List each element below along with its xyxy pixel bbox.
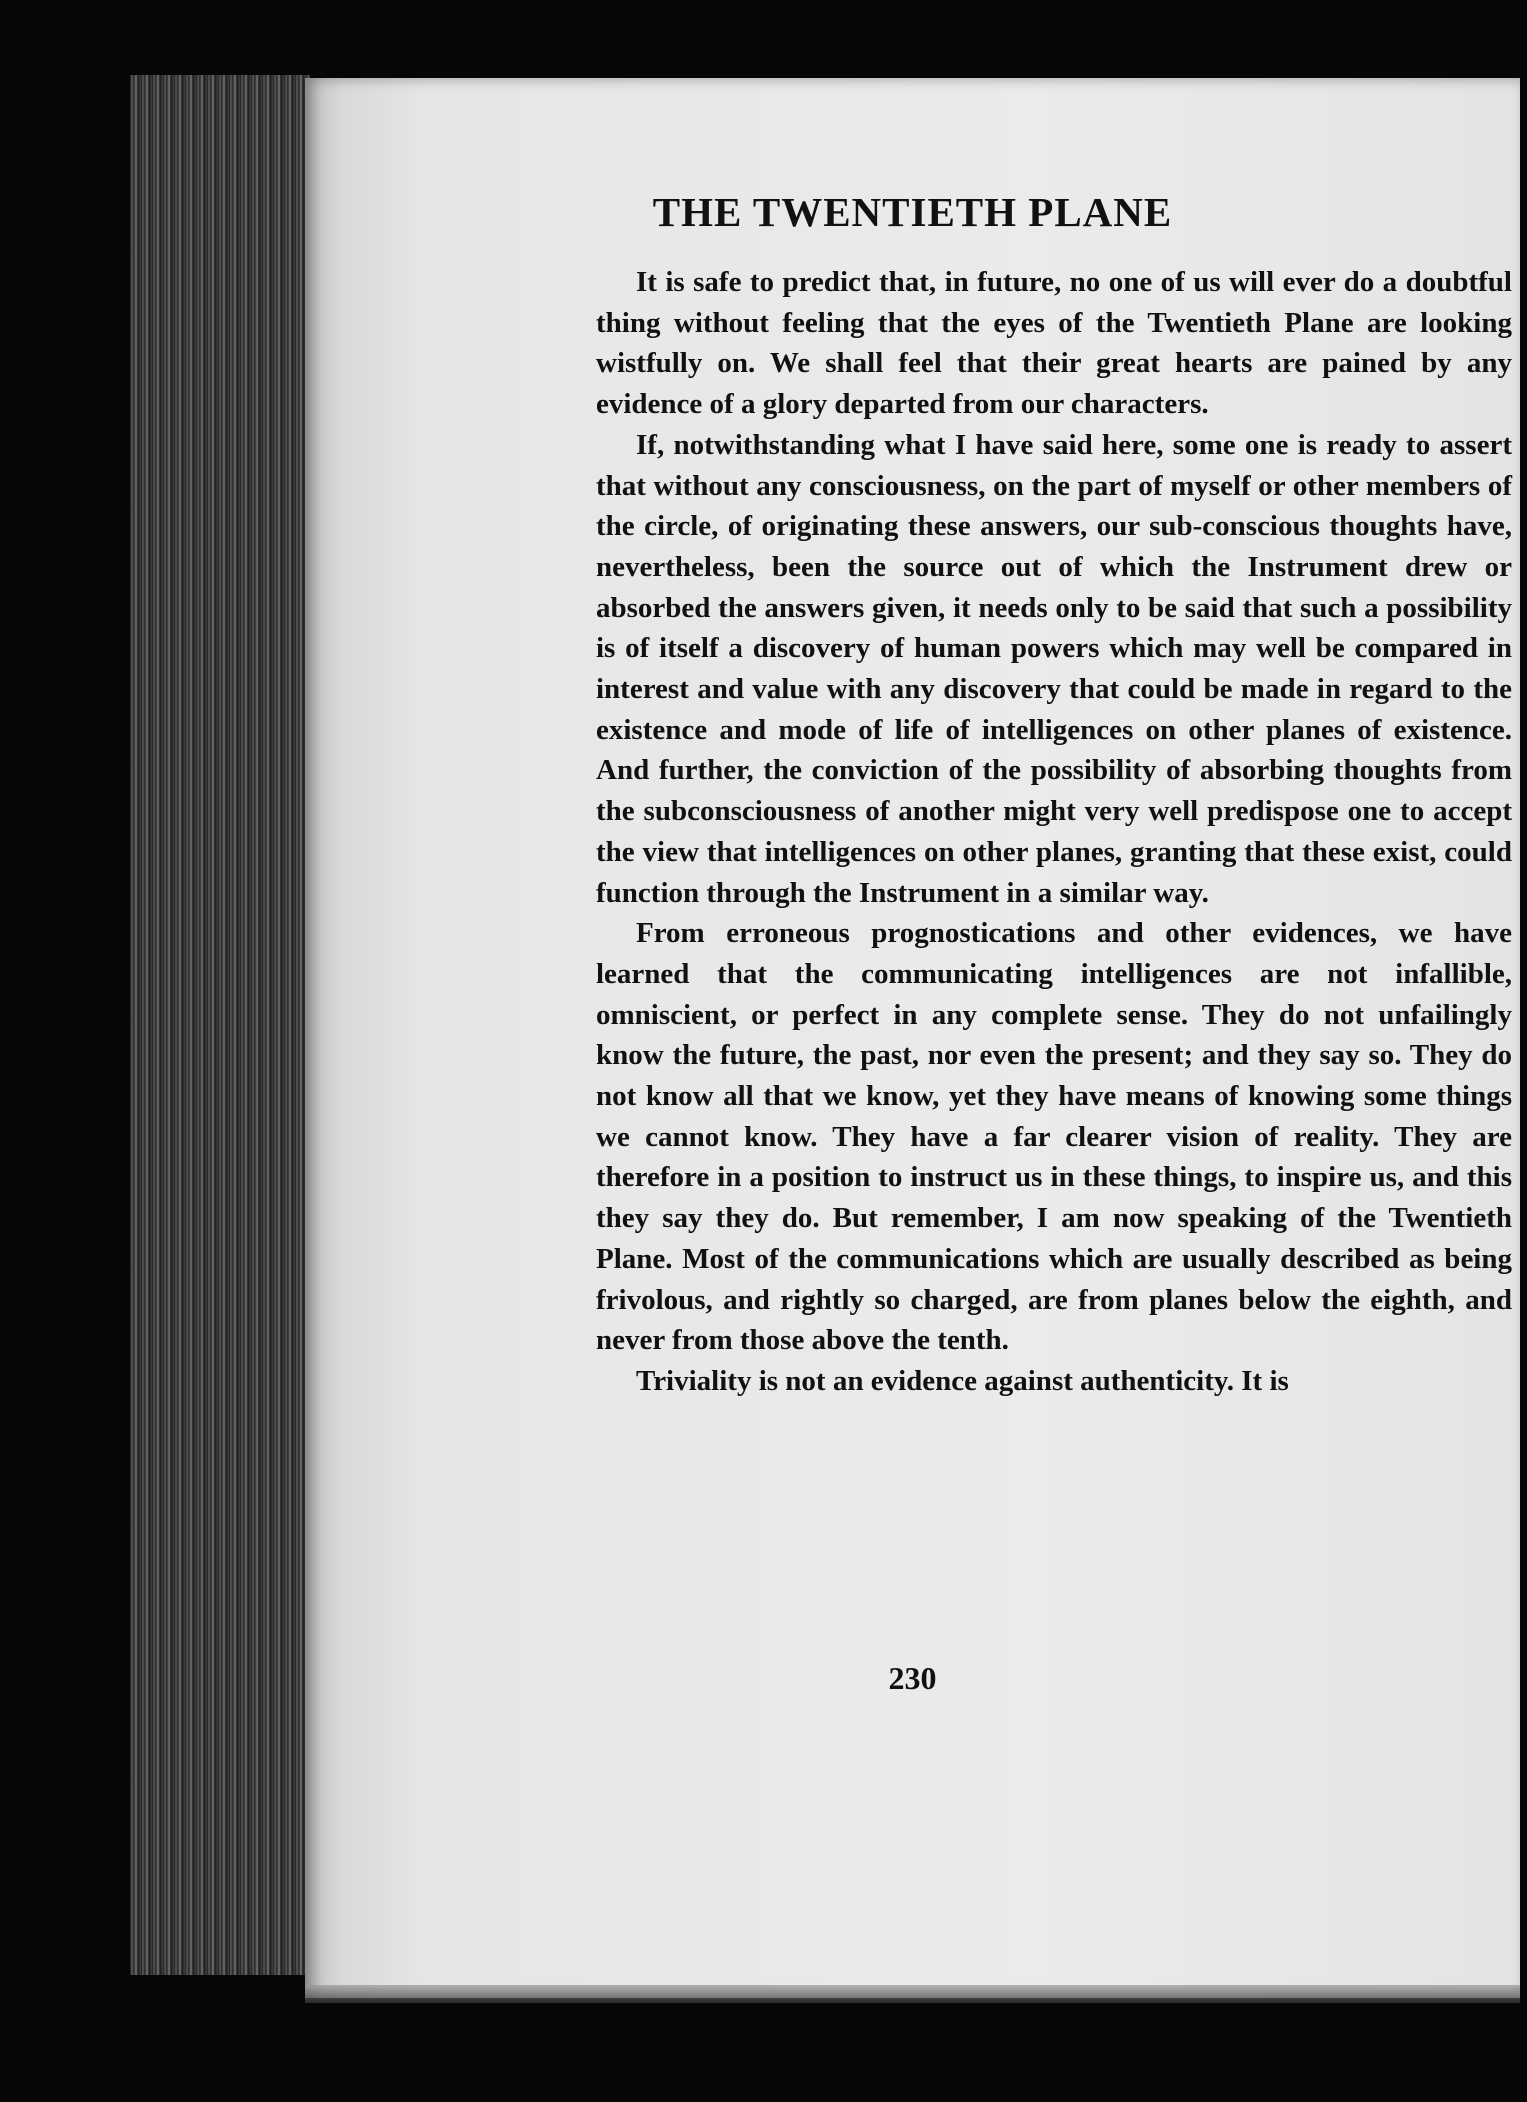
body-text bbox=[596, 262, 1512, 1402]
paragraph: It is safe to predict that, in future, no one of us will ever do a doubtful thing without feeling that the eyes of the Twentieth Plane are looking wistfully on. We shall feel that their great hearts are pained by any evidence of a glory departed from our characters. bbox=[596, 266, 1512, 421]
page-bottom-edge bbox=[305, 1985, 1520, 2003]
paragraph: From erroneous prognostications and other evidences, we have learned that the communicating intelligences are not infallible, omniscient, or perfect in any complete sense. They do not unfailingly know the future, the past, nor even the present; and they say so. They do not know all that we know, yet they have means of knowing some things we cannot know. They have a far clearer vision of reality. They are therefore in a position to instruct us in these things, to inspire us, and this they say they do. But remember, I am now speaking of the Twentieth Plane. Most of the communications which are usually described as being frivolous, and rightly so charged, are from planes below the eighth, and never from those above the tenth. bbox=[596, 917, 1512, 1357]
page-number: 230 bbox=[888, 1660, 937, 1696]
page-stack-edges bbox=[130, 75, 310, 1975]
paragraph: Triviality is not an evidence against authenticity. It is bbox=[636, 1364, 1289, 1397]
running-head: THE TWENTIETH PLANE bbox=[652, 189, 1173, 235]
paragraph: If, notwithstanding what I have said here, some one is ready to assert that without any consciousness, on the part of myself or other members of the circle, of originating these answers, our sub-conscious thoughts have, nevertheless, been the source out of which the Instrument drew or absorbed the answers given, it needs only to be said that such a possibility is of itself a discovery of human powers which may well be compared in interest and value with any discovery that could be made in regard to the existence and mode of life of intelligences on other planes of existence. And further, the conviction of the possibility of absorbing thoughts from the subconsciousness of another might very well predispose one to accept the view that intelligences on other planes, granting that these exist, could function through the Instrument in a similar way. bbox=[596, 428, 1512, 909]
